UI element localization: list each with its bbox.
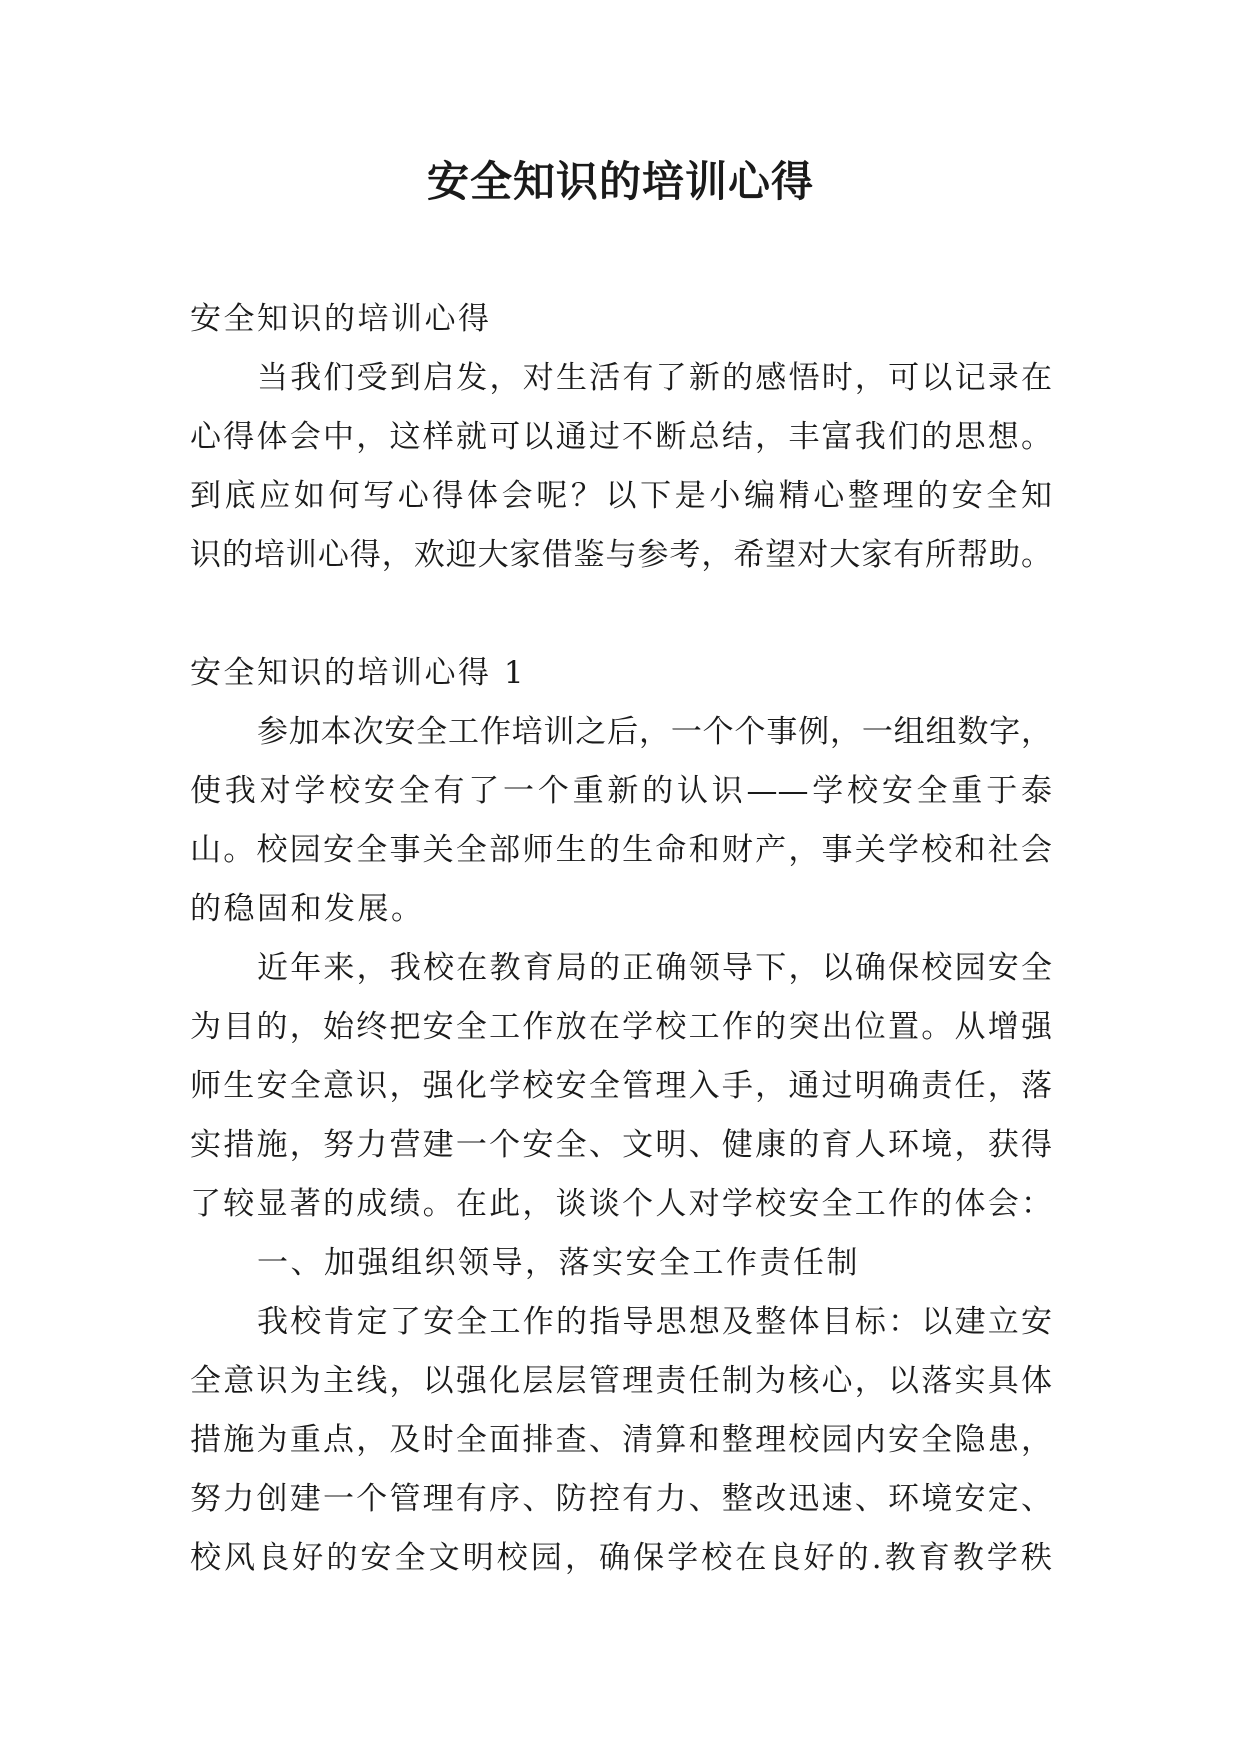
paragraph-line: 了较显著的成绩。在此，谈谈个人对学校安全工作的体会： [190, 1186, 1052, 1222]
paragraph-line: 近年来，我校在教育局的正确领导下，以确保校园安全 [257, 950, 1052, 986]
blank-line [190, 585, 1052, 644]
paragraph-line: 努力创建一个管理有序、防控有力、整改迅速、环境安定、 [190, 1481, 1052, 1517]
paragraph-line: 心得体会中，这样就可以通过不断总结，丰富我们的思想。 [190, 419, 1052, 455]
paragraph-line: 识的培训心得，欢迎大家借鉴与参考，希望对大家有所帮助。 [190, 537, 1052, 573]
paragraph-line: 全意识为主线，以强化层层管理责任制为核心，以落实具体 [190, 1363, 1052, 1399]
section-heading: 安全知识的培训心得 [190, 301, 492, 337]
paragraph-line: 山。校园安全事关全部师生的生命和财产，事关学校和社会 [190, 832, 1052, 868]
paragraph-line: 的稳固和发展。 [190, 891, 425, 927]
paragraph-line: 措施为重点，及时全面排查、清算和整理校园内安全隐患， [190, 1422, 1052, 1458]
section-heading: 安全知识的培训心得 1 [190, 655, 527, 691]
document-body [190, 290, 1052, 1588]
paragraph-line: 使我对学校安全有了一个重新的认识——学校安全重于泰 [190, 773, 1052, 809]
paragraph-line: 为目的，始终把安全工作放在学校工作的突出位置。从增强 [190, 1009, 1052, 1045]
paragraph-line: 实措施，努力营建一个安全、文明、健康的育人环境，获得 [190, 1127, 1052, 1163]
paragraph-line: 当我们受到启发，对生活有了新的感悟时，可以记录在 [257, 360, 1052, 396]
paragraph-line: 我校肯定了安全工作的指导思想及整体目标：以建立安 [257, 1304, 1052, 1340]
document-title: 安全知识的培训心得 [426, 157, 814, 206]
paragraph-line: 师生安全意识，强化学校安全管理入手，通过明确责任，落 [190, 1068, 1052, 1104]
paragraph-line: 校风良好的安全文明校园，确保学校在良好的.教育教学秩 [190, 1540, 1052, 1576]
subsection-heading: 一、加强组织领导，落实安全工作责任制 [257, 1245, 860, 1281]
paragraph-line: 到底应如何写心得体会呢？以下是小编精心整理的安全知 [190, 478, 1052, 514]
paragraph-line: 参加本次安全工作培训之后，一个个事例，一组组数字， [257, 714, 1052, 750]
